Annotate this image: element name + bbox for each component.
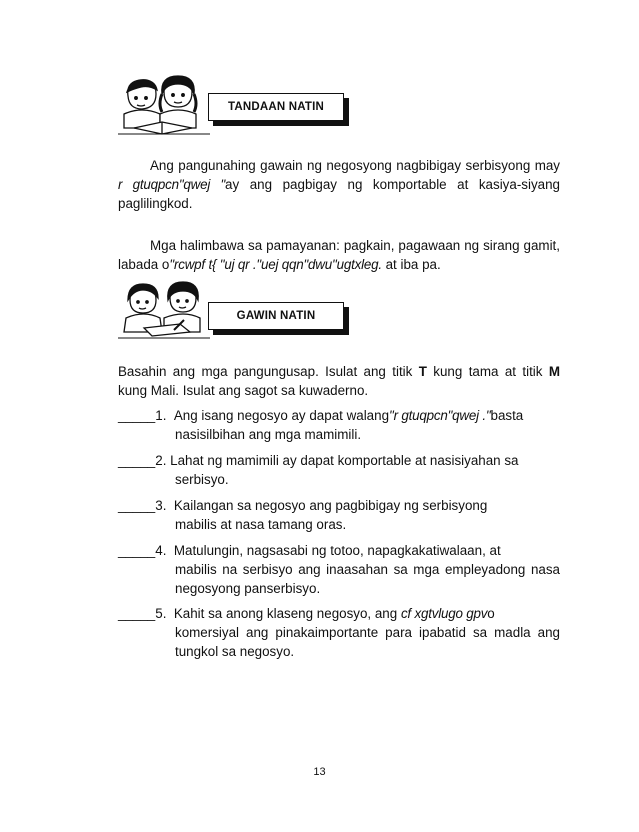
item-text-end: basta: [490, 408, 524, 423]
tandaan-natin-banner: [208, 93, 344, 121]
instructions-part-2: kung tama at titik: [426, 364, 549, 379]
tandaan-p2-after: at iba pa.: [381, 257, 441, 272]
answer-blank: _____: [118, 543, 156, 558]
item-text-end: o: [487, 606, 495, 621]
item-text: Kailangan sa negosyo ang pagbibigay ng serbisyong: [173, 498, 488, 513]
item-text: Ang isang negosyo ay dapat walang: [173, 408, 390, 423]
list-item-3: [118, 496, 560, 534]
tandaan-p2-before: Mga halimbawa sa pamayanan: pagkain, pagawaan ng sirang gamit, labada o: [118, 238, 560, 272]
item-number: 3.: [155, 498, 174, 513]
item-number: 1.: [155, 408, 174, 423]
gawin-natin-banner: [208, 302, 344, 330]
item-garbled-text: "r gtuqpcn"qwej .": [389, 408, 491, 423]
item-garbled-text: cf xgtvlugo gpv: [400, 606, 488, 621]
item-text: Lahat ng mamimili ay dapat komportable at nasisiyahan sa: [170, 453, 519, 468]
tandaan-p2-garbled: "rcwpf t{ "uj qr ."uej qqn"dwu"ugtxleg.: [169, 257, 382, 272]
list-item-4: [118, 541, 560, 598]
tandaan-p1-before: Ang pangunahing gawain ng negosyong nagbibigay serbisyong may: [150, 158, 560, 173]
answer-blank: _____: [118, 606, 156, 621]
instructions-paragraph: [118, 362, 560, 400]
page-number: 13: [313, 766, 326, 778]
answer-blank: _____: [118, 408, 156, 423]
instructions-letter-t: T: [418, 364, 427, 379]
instructions-part-1: Basahin ang mga pangungusap. Isulat ang titik: [118, 364, 419, 379]
list-item-1: [118, 406, 560, 444]
tandaan-p1-garbled: r gtuqpcn"qwej ": [118, 177, 226, 192]
answer-blank: _____: [118, 498, 156, 513]
tandaan-natin-title: TANDAAN NATIN: [208, 93, 344, 121]
writing-children-illustration: [114, 280, 214, 342]
item-continuation: komersiyal ang pinakaimportante para ipabatid sa madla ang tungkol sa negosyo.: [175, 625, 560, 659]
item-number: 2.: [155, 453, 171, 468]
instructions-letter-m: M: [548, 364, 560, 379]
tandaan-paragraph-2: [118, 236, 560, 274]
item-continuation: mabilis at nasa tamang oras.: [175, 517, 347, 532]
item-continuation: serbisyo.: [175, 472, 229, 487]
item-continuation: mabilis na serbisyo ang inaasahan sa mga empleyadong nasa negosyong panserbisyo.: [175, 562, 560, 596]
item-number: 5.: [155, 606, 174, 621]
list-item-5: [118, 604, 560, 661]
instructions-part-3: kung Mali. Isulat ang sagot sa kuwaderno.: [118, 383, 369, 398]
item-text: Kahit sa anong klaseng negosyo, ang: [173, 606, 401, 621]
tandaan-p1-after: ay ang pagbigay ng komportable at kasiya-siyang paglilingkod.: [118, 177, 560, 211]
item-text: Matulungin, nagsasabi ng totoo, napagkakatiwalaan, at: [173, 543, 501, 558]
gawin-natin-title: GAWIN NATIN: [208, 302, 344, 330]
answer-blank: _____: [118, 453, 156, 468]
item-continuation: nasisilbihan ang mga mamimili.: [175, 427, 362, 442]
list-item-2: [118, 451, 560, 489]
item-number: 4.: [155, 543, 174, 558]
tandaan-paragraph-1: [118, 156, 560, 213]
reading-children-illustration: [114, 74, 214, 140]
